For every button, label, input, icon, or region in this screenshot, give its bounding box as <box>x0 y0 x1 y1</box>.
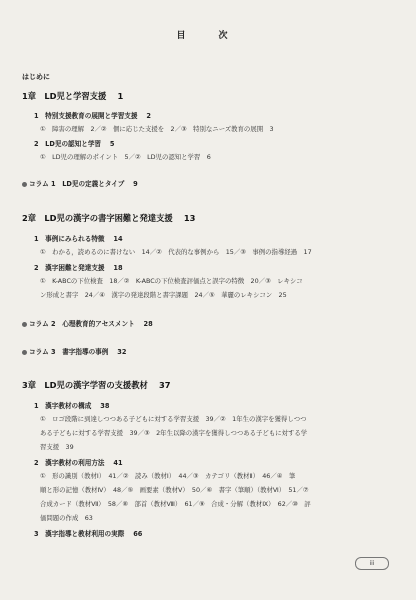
ch1-section-2-items: ① LD児の理解のポイント 5／② LD児の認知と学習 6 <box>40 153 211 161</box>
ch1-section-2: 2 LD児の認知と学習 5 <box>34 140 115 148</box>
ch1-section-1-items: ① 障害の理解 2／② 個に応じた支援を 2／③ 特別なニーズ教育の展開 3 <box>40 125 274 133</box>
page-title: 目 次 <box>176 31 240 41</box>
page-number: iii <box>355 557 389 570</box>
ch3-section-1: 1 漢字教材の構成 38 <box>34 402 110 410</box>
intro-entry: はじめに <box>22 73 50 81</box>
ch3-section-2-items-line3: 合成カード（教材Ⅶ） 58／⑧ 部首（教材Ⅷ） 61／⑨ 合成・分解（教材Ⅸ） 62／⑩ 評 <box>40 500 311 508</box>
ch2-section-2-items-line1: ① K-ABCの下位検査 18／② K-ABCの下位検査評価点と誤字の特徴 20／③ レキシコ <box>40 277 303 285</box>
column-2 <box>22 318 153 328</box>
ch3-section-2: 2 漢字教材の利用方法 41 <box>34 459 123 467</box>
ch2-section-2-items-line2: ン形成と書字 24／④ 漢字の発達段階と書字課題 24／⑤ 華麗のレキシコン 25 <box>40 291 287 299</box>
ch3-section-2-items-line4: 価問題の作成 63 <box>40 514 93 522</box>
ch3-section-3: 3 漢字指導と教材利用の実際 66 <box>34 530 143 538</box>
column-3 <box>22 346 126 356</box>
chapter-1-heading: 1章 LD児と学習支援 1 <box>22 91 124 101</box>
ch3-section-1-items-line1: ① ロゴ段階に到達しつつある子どもに対する学習支援 39／② 1年生の漢字を獲得しつつ <box>40 415 307 423</box>
ch3-section-2-items-line2: 順と形の記憶（教材Ⅳ） 48／⑤ 画要素（教材Ⅴ） 50／⑥ 書字（筆順）（教材Ⅵ） 51／⑦ <box>40 486 309 494</box>
column-1 <box>22 178 138 188</box>
chapter-3-heading: 3章 LD児の漢字学習の支援教材 37 <box>22 380 171 390</box>
column-2-label: コラム 2 心理教育的アセスメント 28 <box>29 320 153 328</box>
ch3-section-2-items-line1: ① 形の識別（教材Ⅰ） 41／② 読み（教材Ⅰ） 44／③ カテゴリ（教材Ⅱ） 46／④ 筆 <box>40 472 296 480</box>
ch3-section-1-items-line3: 習支援 39 <box>40 443 74 451</box>
column-1-label: コラム 1 LD児の定義とタイプ 9 <box>29 180 138 188</box>
bullet-icon <box>22 182 27 187</box>
chapter-2-heading: 2章 LD児の漢字の書字困難と発達支援 13 <box>22 213 196 223</box>
ch2-section-1: 1 事例にみられる特徴 14 <box>34 235 123 243</box>
ch2-section-2: 2 漢字困難と発達支援 18 <box>34 264 123 272</box>
ch2-section-1-items: ① わかる，読めるのに書けない 14／② 代表的な事例から 15／③ 事例の指導経過 17 <box>40 248 312 256</box>
bullet-icon <box>22 350 27 355</box>
bullet-icon <box>22 322 27 327</box>
ch3-section-1-items-line2: ある子どもに対する学習支援 39／③ 2年生以降の漢字を獲得しつつある子どもに対する学 <box>40 429 308 437</box>
ch1-section-1: 1 特別支援教育の展開と学習支援 2 <box>34 112 151 120</box>
column-3-label: コラム 3 書字指導の事例 32 <box>29 348 127 356</box>
